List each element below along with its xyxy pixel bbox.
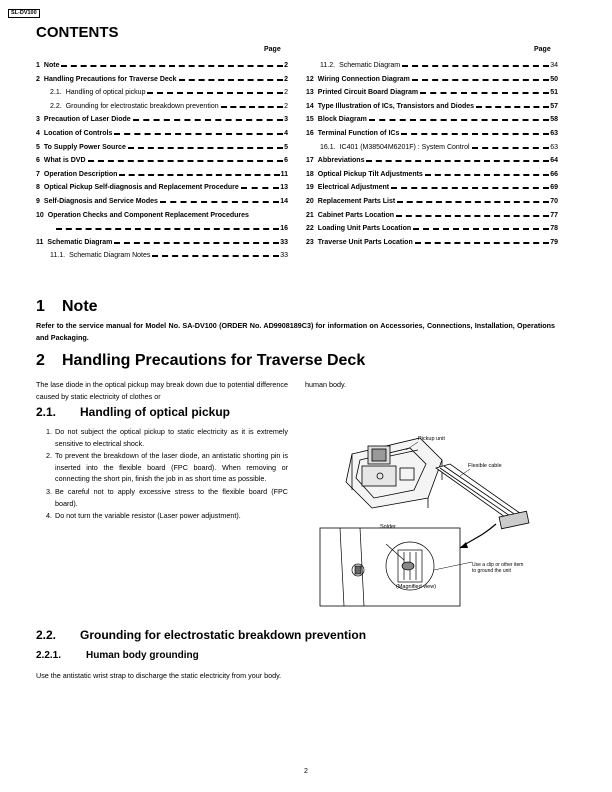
- toc-entry: [306, 225, 558, 239]
- toc-entry-title: What is DVD: [43, 157, 86, 165]
- toc-entry-page: 3: [284, 116, 288, 124]
- toc-entry-page: 2: [284, 62, 288, 69]
- toc-entry-number: 11.1.: [50, 252, 66, 260]
- toc-entry-page: 64: [550, 157, 558, 165]
- toc-entry-number: 5: [36, 143, 40, 151]
- label-solder: Solder: [380, 524, 396, 530]
- section-2-1-heading: [36, 405, 230, 419]
- toc-entry: [36, 62, 288, 76]
- section-2-intro-right: human body.: [305, 380, 347, 389]
- toc-entry-number: 2.2.: [50, 102, 62, 110]
- toc-entry-number: 18: [306, 170, 314, 178]
- handling-step-number: 3.: [46, 486, 52, 496]
- section-2-intro-left: The lase diode in the optical pickup may break down due to potential difference caused by static electricity of clothes or: [36, 380, 288, 401]
- toc-entry: [306, 212, 558, 226]
- handling-step: [36, 486, 288, 509]
- toc-entry-number: 16: [306, 129, 314, 137]
- toc-entry-page: 77: [550, 211, 558, 219]
- toc-entry-page: 63: [550, 143, 558, 151]
- toc-entry-page: 13: [280, 184, 288, 192]
- toc-entry-page: 2: [284, 75, 288, 83]
- pickup-unit-drawing: [346, 438, 442, 508]
- section-2-heading: [36, 352, 365, 370]
- flexible-cable-drawing: [436, 464, 529, 529]
- page-header-right: Page: [534, 46, 551, 53]
- toc-entry-page: 2: [284, 89, 288, 97]
- toc-entry: [36, 103, 288, 117]
- section-2-title: Handling Precautions for Traverse Deck: [62, 352, 366, 369]
- section-2-2-1-number: 2.2.1.: [36, 650, 62, 661]
- toc-dot-leader: [476, 106, 549, 108]
- toc-dot-leader: [402, 65, 549, 67]
- toc-dot-leader: [369, 119, 549, 121]
- toc-dot-leader: [147, 92, 283, 94]
- toc-entry-page: 34: [550, 62, 558, 69]
- toc-entry-page: 66: [550, 170, 558, 178]
- toc-entry-title: Optical Pickup Self-diagnosis and Replacement Procedure: [43, 184, 239, 192]
- toc-entry-title: Schematic Diagram: [47, 238, 113, 246]
- toc-dot-leader: [412, 79, 549, 81]
- label-flexible-cable: Flexible cable: [468, 463, 502, 469]
- toc-entry-number: 11.2.: [320, 62, 336, 69]
- handling-steps-list: [36, 426, 288, 523]
- toc-entry-title: Location of Controls: [43, 129, 113, 137]
- toc-entry-number: 19: [306, 184, 314, 192]
- toc-entry-title: Grounding for electrostatic breakdown prevention: [65, 102, 219, 110]
- toc-entry-number: 13: [306, 89, 314, 97]
- toc-entry-title: Cabinet Parts Location: [317, 211, 395, 219]
- toc-entry: [36, 144, 288, 158]
- toc-entry-number: 14: [306, 102, 314, 110]
- section-2-2-1-title: Human body grounding: [86, 650, 199, 661]
- toc-entry-page: 79: [550, 238, 558, 246]
- handling-step: [36, 450, 288, 485]
- toc-entry-title: To Supply Power Source: [43, 143, 126, 151]
- magnified-view-box: [320, 528, 460, 606]
- section-2-2-title: Grounding for electrostatic breakdown prevention: [80, 628, 367, 642]
- handling-step: [36, 426, 288, 449]
- toc-dot-leader: [420, 92, 549, 94]
- toc-dot-leader: [128, 147, 283, 149]
- section-2-1-number: 2.1.: [36, 405, 57, 419]
- toc-entry-title: Electrical Adjustment: [317, 184, 390, 192]
- toc-entry-page: 33: [280, 238, 288, 246]
- contents-title: CONTENTS: [36, 24, 119, 41]
- section-2-2-heading: [36, 628, 366, 642]
- toc-entry-title: Precaution of Laser Diode: [43, 116, 131, 124]
- label-clip-line-1: Use a clip or other item: [472, 562, 524, 568]
- toc-entry: [306, 76, 558, 90]
- toc-dot-leader: [391, 187, 549, 189]
- section-1-number: 1: [36, 298, 45, 315]
- toc-entry-number: 20: [306, 197, 314, 205]
- handling-step: [36, 510, 288, 522]
- toc-entry-title: Terminal Function of ICs: [317, 129, 400, 137]
- toc-entry-number: 17: [306, 157, 314, 165]
- section-1-text: Refer to the service manual for Model No. SA-DV100 (ORDER No. AD9908189C3) for information on Accessories, Connections, Installation, Operations and Packaging.: [36, 321, 555, 342]
- toc-dot-leader: [401, 133, 549, 135]
- toc-entry-page: 69: [550, 184, 558, 192]
- handling-step-text: Be careful not to apply excessive stress to the flexible board (FPC board).: [55, 486, 288, 508]
- toc-entry-title: Replacement Parts List: [317, 197, 396, 205]
- section-2-2-number: 2.2.: [36, 628, 57, 642]
- toc-entry-page: 2: [284, 102, 288, 110]
- toc-dot-leader: [88, 160, 284, 162]
- toc-entry-title: Wiring Connection Diagram: [317, 75, 410, 83]
- toc-entry-number: 16.1.: [320, 143, 336, 151]
- toc-entry: [36, 252, 288, 266]
- toc-entry-title: Type Illustration of ICs, Transistors and Diodes: [317, 102, 475, 110]
- toc-entry: [36, 225, 288, 239]
- toc-entry-page: 5: [284, 143, 288, 151]
- label-clip-line-2: to ground the unit: [472, 568, 511, 574]
- toc-entry-number: 3: [36, 116, 40, 124]
- toc-entry-number: 12: [306, 75, 314, 83]
- toc-entry: [306, 198, 558, 212]
- toc-entry-number: 8: [36, 184, 40, 192]
- toc-entry: [36, 76, 288, 90]
- pickup-grounding-figure: [300, 420, 558, 608]
- toc-entry-number: 4: [36, 129, 40, 137]
- toc-entry-number: 11: [36, 238, 44, 246]
- toc-entry: [36, 89, 288, 103]
- toc-left-column: [36, 62, 288, 266]
- toc-entry: [36, 239, 288, 253]
- toc-entry-title: Optical Pickup Tilt Adjustments: [317, 170, 423, 178]
- toc-entry-title: Block Diagram: [317, 116, 367, 124]
- toc-entry: [306, 239, 558, 253]
- toc-entry-number: 2: [36, 75, 40, 83]
- toc-entry-page: 57: [550, 102, 558, 110]
- toc-entry-number: 2.1.: [50, 89, 62, 97]
- toc-entry: [36, 198, 288, 212]
- toc-dot-leader: [119, 174, 279, 176]
- toc-entry-number: 23: [306, 238, 314, 246]
- section-1-heading: [36, 298, 98, 316]
- toc-dot-leader: [366, 160, 549, 162]
- toc-entry: [306, 171, 558, 185]
- document-tag: SL-DV100: [8, 9, 40, 18]
- toc-entry: [306, 116, 558, 130]
- toc-dot-leader: [114, 242, 279, 244]
- toc-entry-page: 78: [550, 225, 558, 233]
- handling-step-number: 4.: [46, 511, 52, 521]
- toc-entry-title: Self-Diagnosis and Service Modes: [43, 197, 158, 205]
- toc-entry: [36, 116, 288, 130]
- toc-dot-leader: [425, 174, 549, 176]
- section-1-title: Note: [62, 298, 98, 315]
- section-2-2-1-text: Use the antistatic wrist strap to discharge the static electricity from your body.: [36, 671, 282, 680]
- toc-dot-leader: [396, 215, 549, 217]
- toc-dot-leader: [413, 228, 549, 230]
- toc-entry-title: Printed Circuit Board Diagram: [317, 89, 419, 97]
- toc-entry-title: Handling Precautions for Traverse Deck: [43, 75, 177, 83]
- toc-dot-leader: [397, 201, 549, 203]
- toc-dot-leader: [114, 133, 283, 135]
- toc-right-column: [306, 62, 558, 252]
- toc-entry-number: 7: [36, 170, 40, 178]
- toc-entry-page: 51: [550, 89, 558, 97]
- toc-entry-page: 70: [550, 197, 558, 205]
- toc-dot-leader: [415, 242, 549, 244]
- toc-dot-leader: [160, 201, 279, 203]
- label-magnified-view: (Magnified view): [396, 584, 437, 590]
- toc-dot-leader: [221, 106, 283, 108]
- toc-entry-number: 10: [36, 211, 44, 219]
- handling-step-number: 2.: [46, 451, 52, 461]
- toc-entry-page: 4: [284, 129, 288, 137]
- toc-entry: [306, 157, 558, 171]
- toc-entry-page: 50: [550, 75, 558, 83]
- toc-entry-page: 63: [550, 129, 558, 137]
- toc-entry-title: Note: [43, 62, 60, 69]
- toc-entry-title: Operation Checks and Component Replacement Procedures: [47, 211, 249, 219]
- label-pickup-unit: Pickup unit: [418, 436, 445, 442]
- toc-entry-number: 22: [306, 225, 314, 233]
- toc-dot-leader: [241, 187, 279, 189]
- toc-entry: [306, 184, 558, 198]
- toc-entry-number: 21: [306, 211, 314, 219]
- section-2-number: 2: [36, 352, 45, 369]
- toc-dot-leader: [133, 119, 283, 121]
- toc-entry: [306, 62, 558, 76]
- toc-entry-number: 1: [36, 62, 40, 69]
- toc-entry: [306, 103, 558, 117]
- toc-entry-title: Traverse Unit Parts Location: [317, 238, 413, 246]
- toc-dot-leader: [472, 147, 550, 149]
- page-header-left: Page: [264, 46, 281, 53]
- toc-entry-title: Handling of optical pickup: [65, 89, 146, 97]
- toc-entry-page: 33: [280, 252, 288, 260]
- section-2-1-title: Handling of optical pickup: [80, 405, 230, 419]
- toc-entry-page: 14: [280, 197, 288, 205]
- toc-entry-title: Abbreviations: [317, 157, 365, 165]
- toc-entry-page: 11: [280, 170, 288, 178]
- handling-step-text: Do not turn the variable resistor (Laser power adjustment).: [55, 511, 241, 521]
- toc-dot-leader: [61, 65, 283, 67]
- handling-step-text: To prevent the breakdown of the laser diode, an antistatic shorting pin is inserted into the flexible board (FPC board). When removing or connecting the short pin, finish the job in as short time as possible.: [55, 451, 288, 484]
- toc-entry: [306, 89, 558, 103]
- toc-entry-page: 58: [550, 116, 558, 124]
- toc-entry-page: 6: [284, 157, 288, 165]
- toc-entry: [36, 130, 288, 144]
- toc-entry-number: 15: [306, 116, 314, 124]
- toc-entry-title: Operation Description: [43, 170, 118, 178]
- toc-entry-title: Schematic Diagram Notes: [69, 252, 151, 260]
- toc-entry: [36, 171, 288, 185]
- handling-step-number: 1.: [46, 427, 52, 436]
- toc-entry-title: IC401 (M38504M6201F) : System Control: [339, 143, 470, 151]
- toc-entry-number: 6: [36, 157, 40, 165]
- section-2-2-1-heading: [36, 650, 199, 661]
- toc-entry-title: Loading Unit Parts Location: [317, 225, 412, 233]
- toc-dot-leader: [56, 228, 279, 230]
- toc-entry-title: Schematic Diagram: [339, 62, 401, 69]
- page-number: 2: [304, 768, 308, 775]
- toc-entry: [306, 144, 558, 158]
- toc-entry-number: 9: [36, 197, 40, 205]
- toc-entry: [36, 184, 288, 198]
- toc-dot-leader: [152, 255, 279, 257]
- toc-entry: [306, 130, 558, 144]
- handling-step-text: Do not subject the optical pickup to static electricity as it is extremely sensitive to electrical shock.: [55, 427, 288, 448]
- toc-dot-leader: [179, 79, 284, 81]
- toc-entry: [36, 157, 288, 171]
- toc-entry-page: 16: [280, 225, 288, 233]
- toc-entry: [36, 212, 288, 226]
